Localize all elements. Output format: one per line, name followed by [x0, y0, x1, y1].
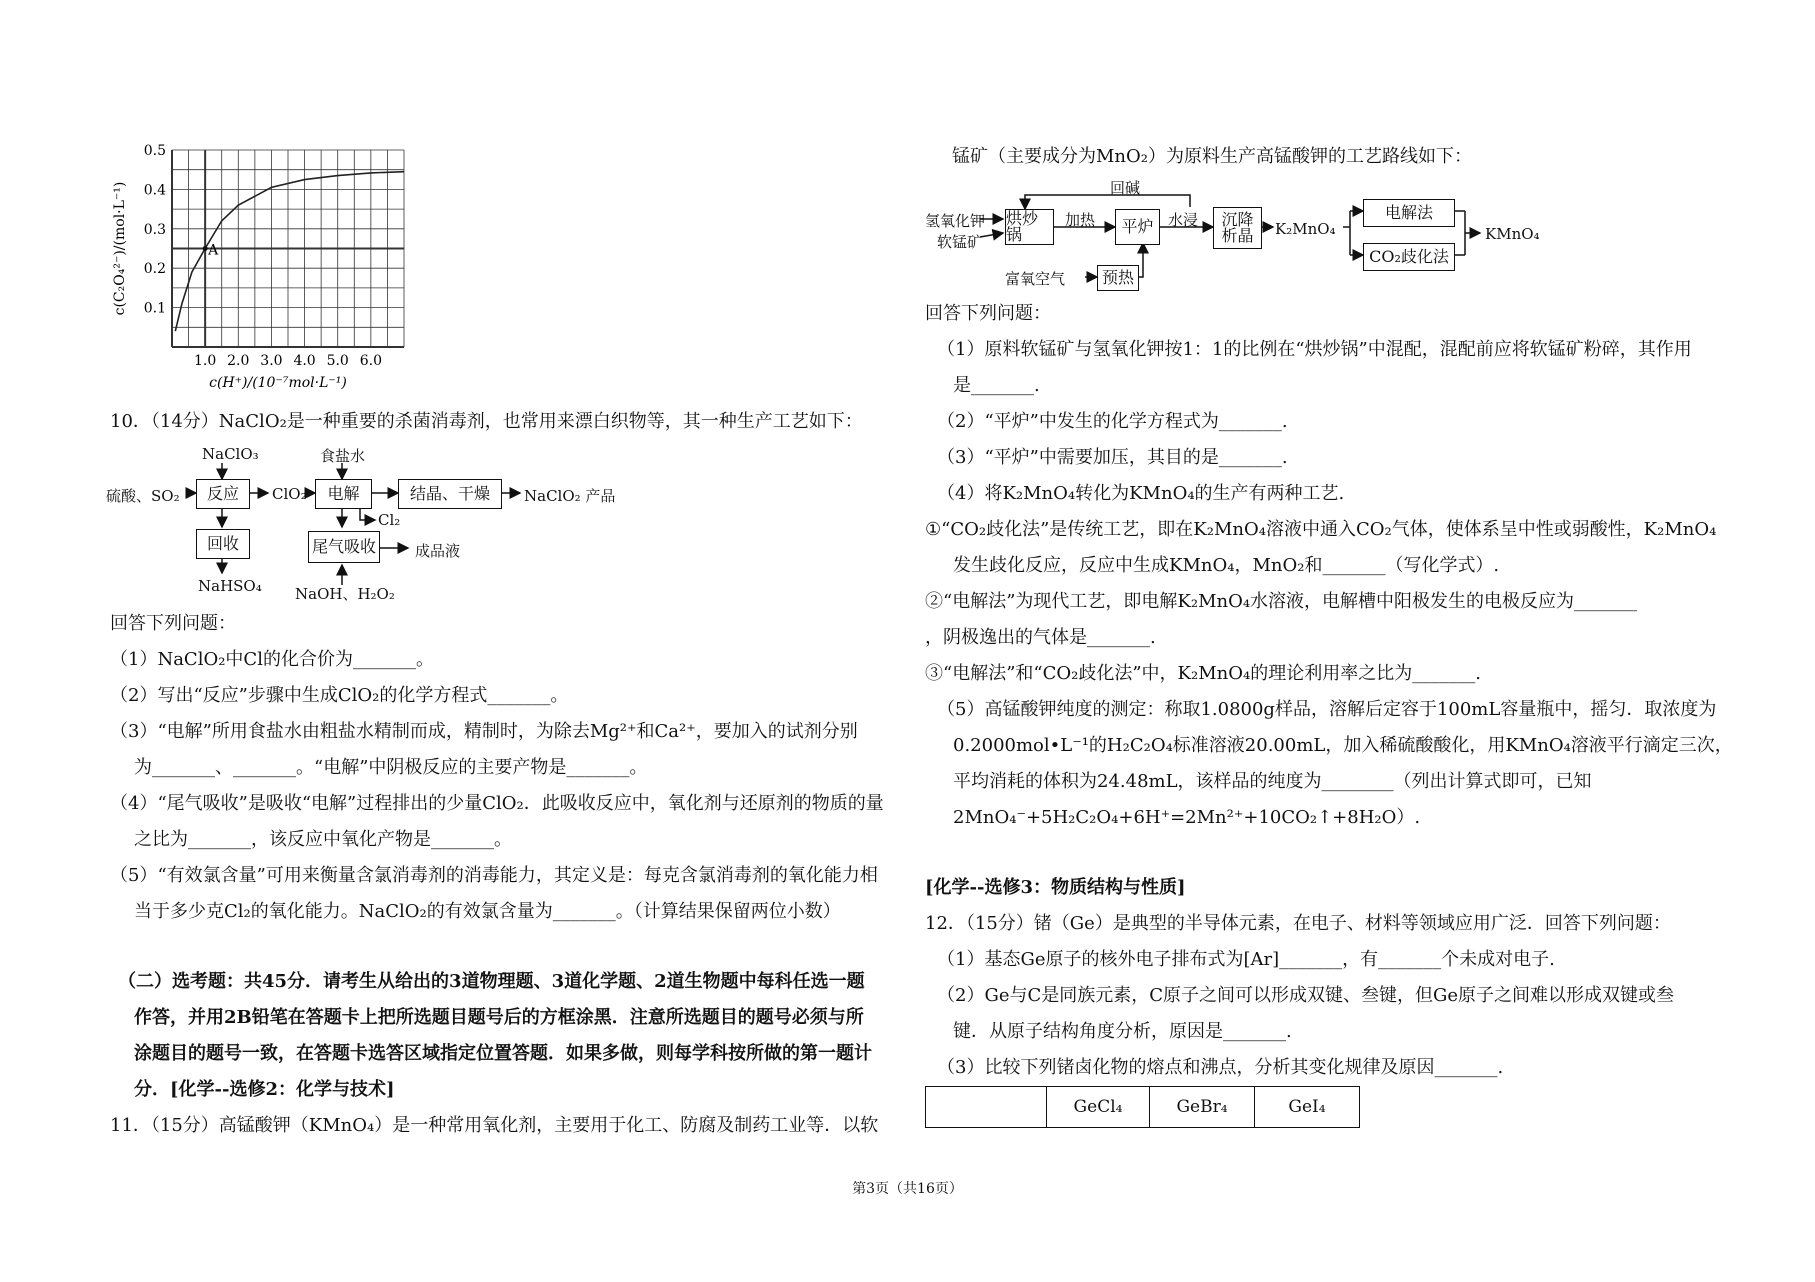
q11-answer-prompt: 回答下列问题：: [925, 303, 1051, 324]
q11-cont: 锰矿（主要成分为MnO₂）为原料生产高锰酸钾的工艺路线如下：: [952, 146, 1472, 167]
concentration-chart: [110, 140, 410, 400]
q10-flow-arrows: [110, 445, 630, 605]
q11-flow-diagram: [925, 175, 1565, 295]
x-tick-label: 2.0: [227, 353, 250, 369]
q10-flow-diagram: [106, 445, 630, 605]
x-axis-label: c(H⁺)/(10⁻⁷mol·L⁻¹): [209, 375, 347, 391]
kmno4-label: KMnO₄: [1485, 225, 1540, 243]
product-label: NaClO₂ 产品: [524, 487, 616, 505]
q10-intro: 10．（14分）NaClO₂是一种重要的杀菌消毒剂，也常用来漂白织物等，其一种生产工艺如下：: [110, 411, 863, 432]
table-header-cell: GeI₄: [1255, 1087, 1360, 1128]
q11-line-4: （3）“平炉”中需要加压，其目的是_______.: [937, 447, 1288, 468]
q10-line-6: 之比为_______，该反应中氧化产物是_______。: [134, 829, 512, 850]
x-tick-label: 6.0: [359, 353, 382, 369]
q11-line-10: ③“电解法”和“CO₂歧化法”中，K₂MnO₄的理论利用率之比为_______.: [925, 663, 1481, 684]
q10-line-8: 当于多少克Cl₂的氧化能力。NaClO₂的有效氯含量为_______。（计算结果保留两位小数）: [134, 901, 841, 922]
q10-line-7: （5）“有效氯含量”可用来衡量含氯消毒剂的消毒能力，其定义是：每克含氯消毒剂的氧化能力相: [110, 865, 878, 886]
x-tick-label: 5.0: [326, 353, 349, 369]
oxygen-air-label: 富氧空气: [1005, 270, 1066, 288]
pyrolusite-label: 软锰矿: [937, 233, 983, 251]
water-leach-label: 水浸: [1168, 211, 1199, 229]
q11-line-2: 是_______.: [953, 375, 1040, 396]
settle-box: [1213, 207, 1262, 249]
q10-line-1: （1）NaClO₂中Cl的化合价为_______。: [110, 649, 434, 670]
roaster-box: 烘炒锅: [1005, 209, 1054, 245]
q10-answer-prompt: 回答下列问题：: [110, 613, 236, 634]
y-tick-label: 0.5: [143, 143, 166, 159]
naclo3-label: NaClO₃: [202, 445, 259, 463]
q11-line-1: （1）原料软锰矿与氢氧化钾按1：1的比例在“烘炒锅”中混配，混配前应将软锰矿粉碎，其作用: [937, 339, 1692, 360]
q11-line-6: ①“CO₂歧化法”是传统工艺，即在K₂MnO₄溶液中通入CO₂气体，使体系呈中性或弱酸性，K₂MnO₄: [925, 519, 1717, 540]
x-tick-label: 3.0: [260, 353, 283, 369]
q11-intro: 11．（15分）高锰酸钾（KMnO₄）是一种常用氧化剂，主要用于化工、防腐及制药工业等．以软: [110, 1115, 879, 1136]
brine-label: 食盐水: [320, 447, 366, 465]
furnace-box: 平炉: [1115, 209, 1160, 245]
q11-line-7: 发生歧化反应，反应中生成KMnO₄，MnO₂和_______（写化学式）.: [953, 555, 1500, 576]
q11-line-14: 2MnO₄⁻+5H₂C₂O₄+6H⁺=2Mn²⁺+10CO₂↑+8H₂O）.: [953, 807, 1421, 828]
q10-line-2: （2）写出“反应”步骤中生成ClO₂的化学方程式_______。: [110, 685, 569, 706]
nahso4-label: NaHSO₄: [198, 577, 262, 595]
q11-line-8: ②“电解法”为现代工艺，即电解K₂MnO₄水溶液，电解槽中阳极发生的电极反应为_______: [925, 591, 1638, 612]
y-tick-label: 0.4: [143, 182, 166, 199]
q11-line-12: 0.2000mol•L⁻¹的H₂C₂O₄标准溶液20.00mL，加入稀硫酸酸化，用KMnO₄溶液平行滴定三次，: [953, 735, 1733, 756]
cl2-label: Cl₂: [378, 511, 401, 529]
page-footer: 第3页（共16页）: [852, 1181, 963, 1197]
recover-box: 回收: [196, 529, 250, 559]
clo2-label: ClO₂: [272, 485, 307, 503]
q11-line-5: （4）将K₂MnO₄转化为KMnO₄的生产有两种工艺.: [937, 483, 1345, 504]
data-point-a: [203, 246, 208, 251]
recycle-alkali-label: 回碱: [1110, 179, 1141, 197]
section2-line-3: 涂题目的题号一致，在答题卡选答区域指定位置答题．如果多做，则每学科按所做的第一题计: [134, 1043, 872, 1064]
settle-line-2: 析晶: [1221, 226, 1254, 245]
table-header-cell: GeCl₄: [1047, 1087, 1150, 1128]
y-tick-label: 0.2: [143, 261, 166, 278]
y-tick-label: 0.1: [143, 300, 166, 317]
q12-line-3: （2）Ge与C是同族元素，C原子之间可以形成双键、叁键，但Ge原子之间难以形成双键或叁: [937, 985, 1675, 1006]
q11-line-3: （2）“平炉”中发生的化学方程式为_______.: [937, 411, 1288, 432]
q10-line-5: （4）“尾气吸收”是吸收“电解”过程排出的少量ClO₂．此吸收反应中，氧化剂与还原剂的物质的量: [110, 793, 884, 814]
q12-line-1: 12．（15分）锗（Ge）是典型的半导体元素，在电子、材料等领域应用广泛．回答下列问题：: [925, 913, 1671, 934]
section3-title: [化学--选修3：物质结构与性质]: [925, 877, 1186, 898]
data-point-label: A: [208, 242, 219, 259]
react-box: 反应: [196, 479, 250, 509]
section2-line-1: （二）选考题：共45分．请考生从给出的3道物理题、3道化学题、2道生物题中每科任选一题: [118, 971, 865, 992]
crystallize-box: 结晶、干燥: [398, 479, 502, 509]
q10-input-label: 硫酸、SO₂: [106, 487, 180, 505]
table-header-cell: [926, 1087, 1047, 1128]
x-tick-label: 1.0: [194, 353, 217, 369]
preheat-box: 预热: [1097, 265, 1139, 291]
q11-line-13: 平均消耗的体积为24.48mL，该样品的纯度为________（列出计算式即可，已知: [953, 771, 1592, 792]
table-row: [926, 1087, 1360, 1128]
y-tick-label: 0.3: [143, 221, 166, 238]
k2mno4-label: K₂MnO₄: [1275, 220, 1336, 238]
co2-disproportionation-box: CO₂歧化法: [1363, 243, 1455, 271]
q11-line-9: ，阴极逸出的气体是_______.: [925, 627, 1156, 648]
x-tick-label: 4.0: [293, 353, 316, 369]
q10-line-3: （3）“电解”所用食盐水由粗盐水精制而成，精制时，为除去Mg²⁺和Ca²⁺，要加入的试剂分别: [110, 721, 858, 742]
q12-line-2: （1）基态Ge原子的核外电子排布式为[Ar]_______，有_______个未成对电子.: [937, 949, 1555, 970]
section2-line-2: 作答，并用2B铅笔在答题卡上把所选题目题号后的方框涂黑．注意所选题目的题号必须与所: [134, 1007, 864, 1028]
q12-line-4: 键．从原子结构角度分析，原因是_______.: [953, 1021, 1292, 1042]
koh-label: 氢氧化钾: [925, 212, 986, 230]
naoh-label: NaOH、H₂O₂: [295, 585, 395, 603]
q11-line-11: （5）高锰酸钾纯度的测定：称取1.0800g样品，溶解后定容于100mL容量瓶中，摇匀．取浓度为: [937, 699, 1717, 720]
finished-liquid-label: 成品液: [415, 542, 461, 560]
q12-line-5: （3）比较下列锗卤化物的熔点和沸点，分析其变化规律及原因_______.: [937, 1057, 1504, 1078]
tail-gas-box: 尾气吸收: [308, 531, 380, 563]
heating-label: 加热: [1065, 211, 1096, 229]
settle-line-1: 沉降: [1221, 210, 1254, 229]
electrolysis-box: 电解: [315, 479, 372, 509]
electrolysis-method-box: 电解法: [1363, 199, 1455, 227]
y-axis-label: c(C₂O₄²⁻)/(mol·L⁻¹): [112, 181, 128, 316]
q10-line-4: 为_______、_______。“电解”中阴极反应的主要产物是_______。: [134, 757, 648, 778]
table-header-cell: GeBr₄: [1150, 1087, 1255, 1128]
germanium-halide-table: [925, 1086, 1360, 1128]
section2-line-4: 分．[化学--选修2：化学与技术]: [134, 1079, 395, 1100]
